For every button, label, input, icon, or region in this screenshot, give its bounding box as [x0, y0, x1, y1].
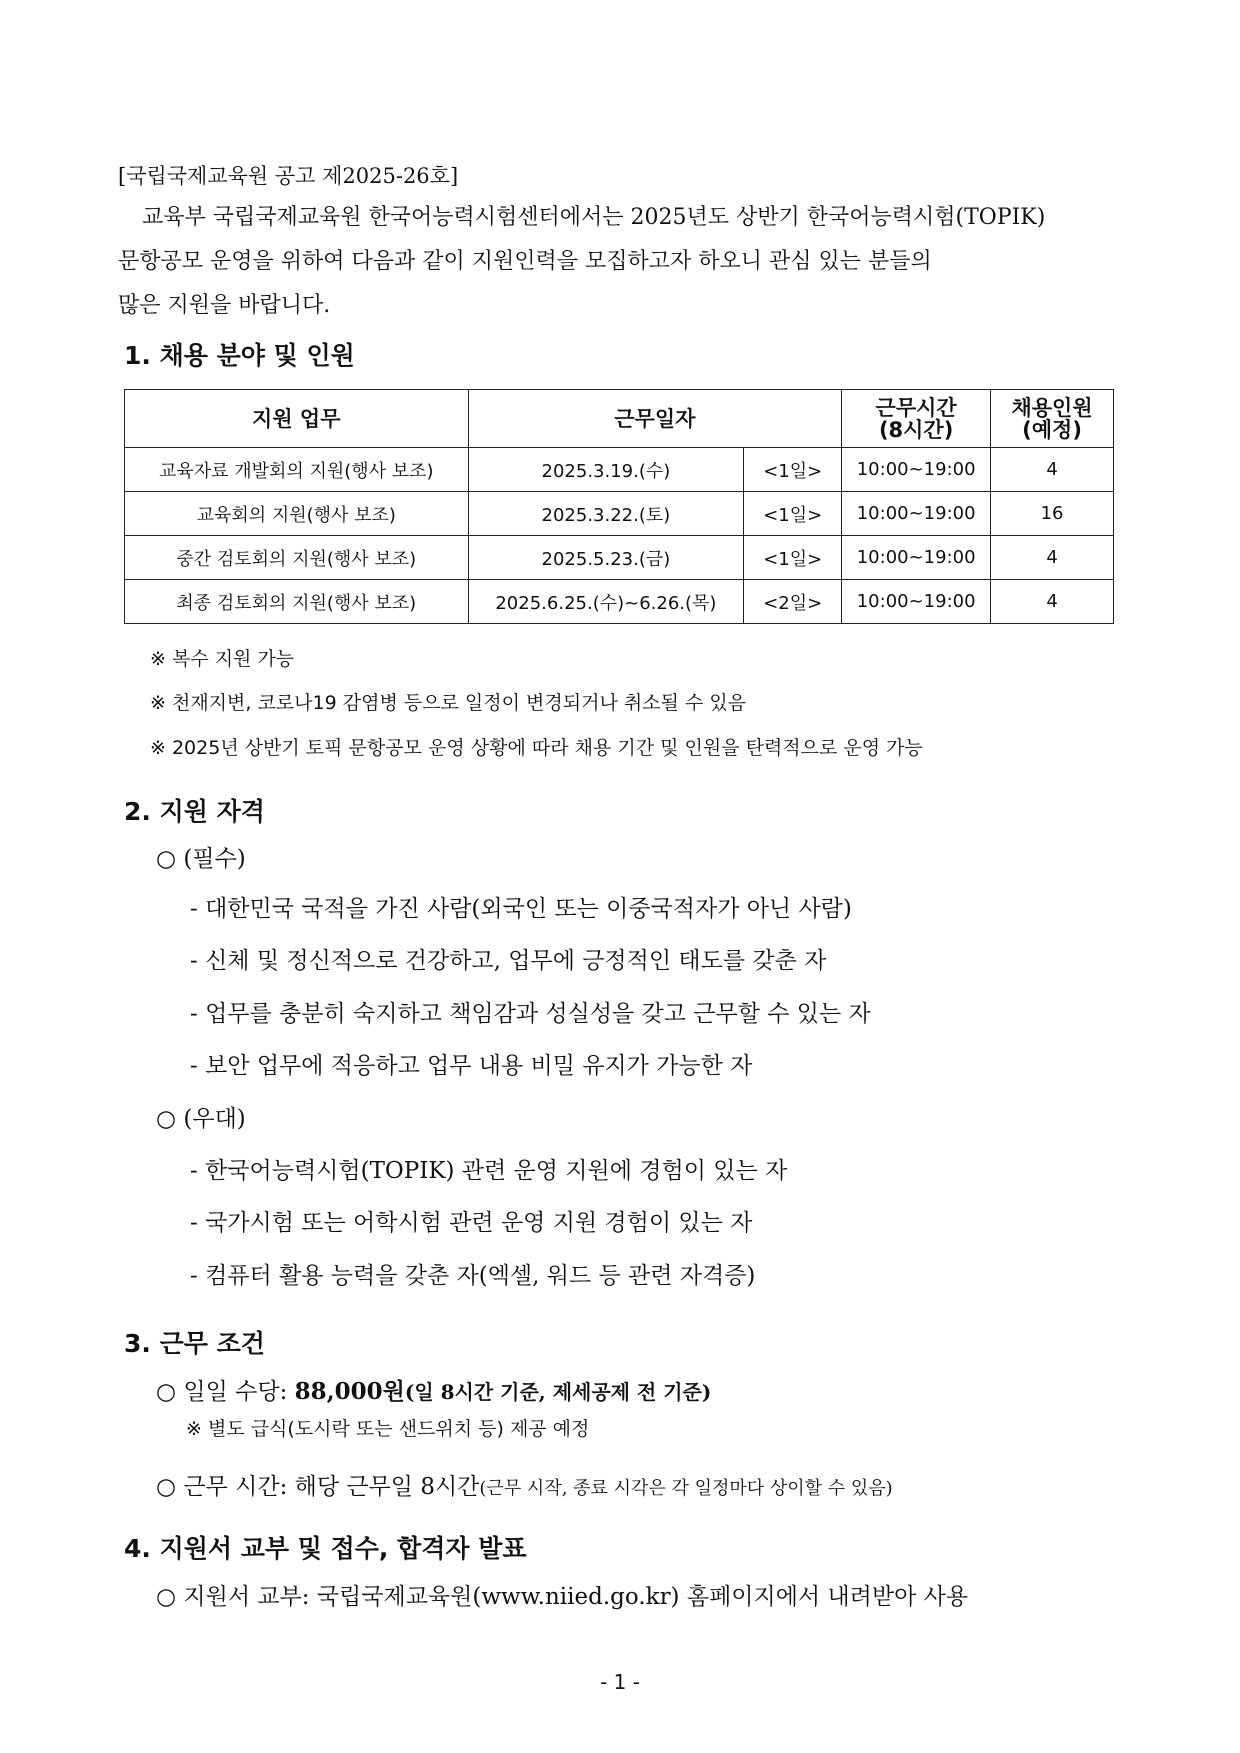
cell-task: 중간 검토회의 지원(행사 보조)	[125, 536, 469, 580]
list-item: - 업무를 충분히 숙지하고 책임감과 성실성을 갖고 근무할 수 있는 자	[190, 1001, 871, 1027]
section-heading-application: 4. 지원서 교부 및 접수, 합격자 발표	[124, 1534, 527, 1563]
header-hours-line1: 근무시간	[875, 395, 957, 420]
list-item: - 국가시험 또는 어학시험 관련 운영 지원 경험이 있는 자	[190, 1210, 753, 1236]
cell-count: 16	[991, 492, 1114, 536]
notice-number: [국립국제교육원 공고 제2025-26호]	[118, 164, 459, 188]
list-item: - 한국어능력시험(TOPIK) 관련 운영 지원에 경험이 있는 자	[190, 1158, 788, 1184]
work-time-line	[156, 1468, 893, 1501]
wage-note: (일 8시간 기준, 제세공제 전 기준)	[404, 1380, 712, 1404]
note-flexible-operation: ※ 2025년 상반기 토픽 문항공모 운영 상황에 따라 채용 기간 및 인원을 탄력적으로 운영 가능	[150, 737, 923, 759]
daily-wage-line	[156, 1373, 711, 1406]
section-heading-qualifications: 2. 지원 자격	[124, 797, 265, 826]
cell-date: 2025.5.23.(금)	[468, 536, 744, 580]
table-row	[125, 448, 1114, 492]
cell-date: 2025.6.25.(수)~6.26.(목)	[468, 580, 744, 624]
intro-line: 교육부 국립국제교육원 한국어능력시험센터에서는 2025년도 상반기 한국어능력시험(TOPIK)	[142, 205, 1046, 230]
wage-label: ○ 일일 수당:	[156, 1379, 295, 1405]
table-row	[125, 492, 1114, 536]
intro-line: 문항공모 운영을 위하여 다음과 같이 지원인력을 모집하고자 하오니 관심 있는 분들의	[118, 249, 932, 274]
cell-count: 4	[991, 580, 1114, 624]
intro-paragraph	[118, 196, 1126, 328]
cell-days: <2일>	[744, 580, 842, 624]
time-note: (근무 시작, 종료 시각은 각 일정마다 상이할 수 있음)	[479, 1478, 893, 1499]
header-count-line2: (예정)	[1022, 417, 1082, 442]
table-row	[125, 580, 1114, 624]
note-schedule-change: ※ 천재지변, 코로나19 감염병 등으로 일정이 변경되거나 취소될 수 있음	[150, 692, 747, 714]
section-heading-conditions: 3. 근무 조건	[124, 1329, 265, 1358]
recruitment-table	[124, 389, 1114, 624]
list-item: - 컴퓨터 활용 능력을 갖춘 자(엑셀, 워드 등 관련 자격증)	[190, 1263, 756, 1289]
header-task: 지원 업무	[125, 390, 469, 448]
wage-amount: 88,000원	[294, 1378, 405, 1405]
required-label: ○ (필수)	[156, 846, 246, 872]
cell-hours: 10:00~19:00	[842, 536, 991, 580]
list-item: - 보안 업무에 적응하고 업무 내용 비밀 유지가 가능한 자	[190, 1053, 753, 1079]
cell-hours: 10:00~19:00	[842, 580, 991, 624]
header-hours-line2: (8시간)	[878, 417, 954, 442]
cell-days: <1일>	[744, 536, 842, 580]
meal-note: ※ 별도 급식(도시락 또는 샌드위치 등) 제공 예정	[186, 1418, 590, 1440]
cell-days: <1일>	[744, 448, 842, 492]
header-date: 근무일자	[468, 390, 842, 448]
page-number: - 1 -	[600, 1670, 640, 1694]
header-hours	[842, 390, 991, 448]
cell-hours: 10:00~19:00	[842, 492, 991, 536]
list-item: - 신체 및 정신적으로 건강하고, 업무에 긍정적인 태도를 갖춘 자	[190, 948, 827, 974]
note-multiple-apply: ※ 복수 지원 가능	[150, 648, 295, 670]
intro-line: 많은 지원을 바랍니다.	[118, 293, 331, 318]
cell-task: 교육자료 개발회의 지원(행사 보조)	[125, 448, 469, 492]
header-count	[991, 390, 1114, 448]
cell-task: 교육회의 지원(행사 보조)	[125, 492, 469, 536]
cell-count: 4	[991, 536, 1114, 580]
preferred-label: ○ (우대)	[156, 1106, 246, 1132]
cell-task: 최종 검토회의 지원(행사 보조)	[125, 580, 469, 624]
list-item: - 대한민국 국적을 가진 사람(외국인 또는 이중국적자가 아닌 사람)	[190, 896, 852, 922]
header-count-line1: 채용인원	[1011, 395, 1093, 420]
cell-hours: 10:00~19:00	[842, 448, 991, 492]
form-distribution-line: ○ 지원서 교부: 국립국제교육원(www.niied.go.kr) 홈페이지에서 내려받아 사용	[156, 1584, 969, 1610]
cell-days: <1일>	[744, 492, 842, 536]
cell-date: 2025.3.22.(토)	[468, 492, 744, 536]
section-heading-recruitment: 1. 채용 분야 및 인원	[124, 341, 355, 370]
cell-date: 2025.3.19.(수)	[468, 448, 744, 492]
cell-count: 4	[991, 448, 1114, 492]
time-label: ○ 근무 시간: 해당 근무일 8시간	[156, 1474, 480, 1500]
table-row	[125, 536, 1114, 580]
table-header-row	[125, 390, 1114, 448]
